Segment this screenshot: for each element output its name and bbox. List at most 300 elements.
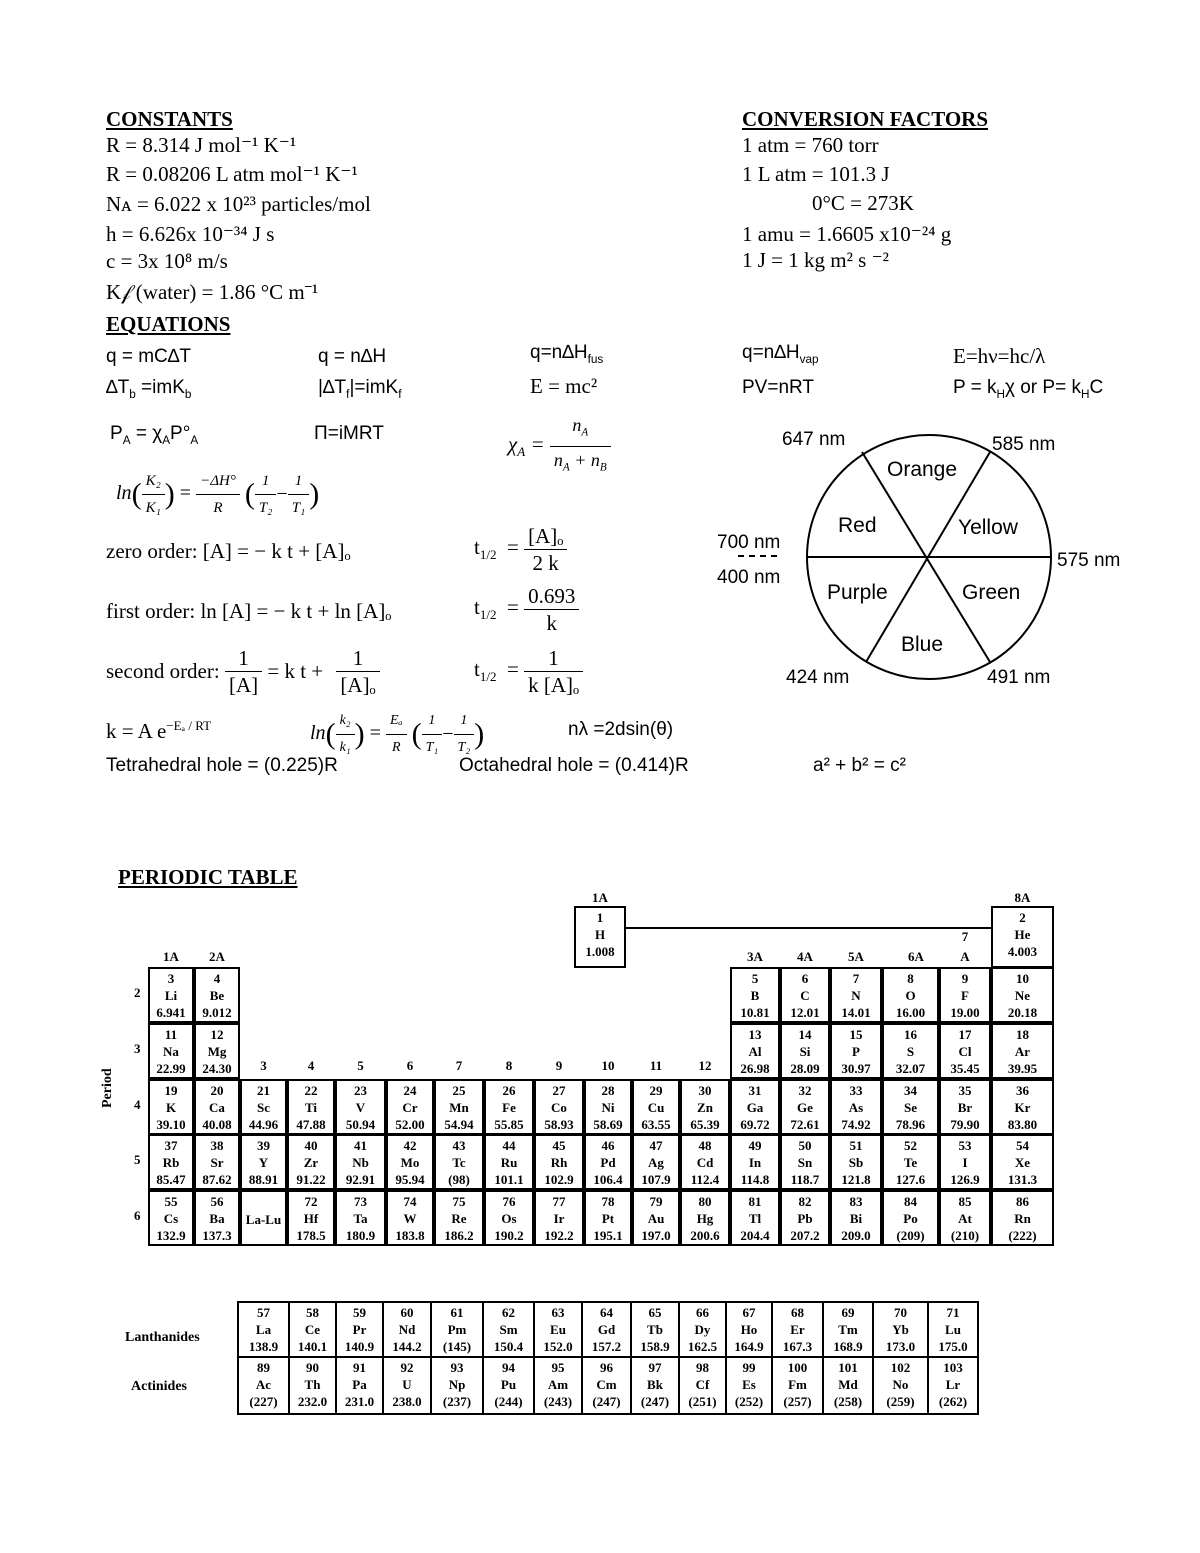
group-label-6: 6: [406, 1058, 414, 1073]
group-label-5a: 5A: [848, 949, 864, 964]
element-symbol: Sm: [499, 1322, 518, 1337]
element-number: 11: [164, 1027, 178, 1042]
element-mass: 87.62: [202, 1172, 232, 1187]
element-mass: 65.39: [690, 1117, 720, 1132]
element-number: 49: [748, 1138, 762, 1153]
element-cd: [680, 1134, 730, 1190]
element-number: 97: [648, 1360, 662, 1375]
element-symbol: Ta: [353, 1211, 368, 1226]
element-ir: [534, 1190, 584, 1246]
group-label-7: 7: [961, 929, 969, 944]
element-number: 71: [946, 1305, 960, 1320]
conversion-amu-gram: 1 amu = 1.6605 x10⁻²⁴ g: [742, 222, 952, 246]
element-in: [730, 1134, 780, 1190]
element-symbol: Er: [790, 1322, 805, 1337]
conversion-joule-si: 1 J = 1 kg m² s ⁻²: [742, 248, 889, 272]
element-at: [939, 1190, 991, 1246]
element-mass: 204.4: [740, 1228, 770, 1243]
element-symbol: Ac: [255, 1377, 272, 1392]
element-number: 52: [904, 1138, 917, 1153]
element-ta: [335, 1190, 386, 1246]
element-mass: 4.003: [1007, 944, 1038, 959]
element-number: 16: [904, 1027, 917, 1042]
h-he-connector: [626, 927, 991, 929]
element-number: 68: [791, 1305, 804, 1320]
element-mass: 91.22: [296, 1172, 326, 1187]
element-ar: [991, 1023, 1054, 1079]
element-mass: 127.6: [895, 1172, 926, 1187]
element-number: 50: [798, 1138, 812, 1153]
element-pb: [780, 1190, 830, 1246]
element-mass: (244): [494, 1394, 523, 1409]
element-number: 6: [801, 971, 809, 986]
element-er: [771, 1301, 824, 1358]
element-symbol: Cu: [647, 1100, 665, 1115]
element-symbol: Lu: [945, 1322, 961, 1337]
element-number: 36: [1016, 1083, 1029, 1098]
element-number: 18: [1016, 1027, 1029, 1042]
element-symbol: Hg: [696, 1211, 714, 1226]
conversion-heading: CONVERSION FACTORS: [742, 107, 989, 131]
element-number: 15: [849, 1027, 863, 1042]
element-number: 39: [257, 1138, 270, 1153]
element-os: [484, 1190, 534, 1246]
element-symbol: Ne: [1014, 988, 1031, 1003]
element-mass: 6.941: [156, 1005, 186, 1020]
element-number: 5: [751, 971, 759, 986]
element-number: 51: [849, 1138, 863, 1153]
element-symbol: Sb: [848, 1155, 864, 1170]
element-symbol: O: [905, 988, 916, 1003]
element-symbol: Ga: [746, 1100, 764, 1115]
element-symbol: N: [851, 988, 861, 1003]
element-symbol: In: [748, 1155, 762, 1170]
element-mass: 178.5: [296, 1228, 326, 1243]
element-ge: [780, 1079, 830, 1135]
element-o: [882, 967, 939, 1023]
element-mass: 186.2: [444, 1228, 474, 1243]
element-mass: 192.2: [544, 1228, 574, 1243]
element-mass: 144.2: [392, 1339, 422, 1354]
element-symbol: Sr: [210, 1155, 224, 1170]
element-eu: [533, 1301, 583, 1358]
element-mass: 157.2: [591, 1339, 622, 1354]
wheel-nm-575: 575 nm: [1057, 550, 1121, 571]
element-mass: 173.0: [885, 1339, 916, 1354]
wheel-label-blue: Blue: [901, 633, 944, 656]
element-symbol: Ba: [209, 1211, 225, 1226]
conversion-list: [742, 131, 951, 275]
element-number: 98: [696, 1360, 709, 1375]
element-k: [148, 1079, 194, 1135]
element-ni: [584, 1079, 632, 1135]
element-pu: [482, 1356, 535, 1415]
element-number: 9: [961, 971, 969, 986]
element-symbol: Ca: [209, 1100, 225, 1115]
element-number: 101: [838, 1360, 858, 1375]
eq-zero-order: zero order: [A] = − k t + [A]ₒ: [106, 539, 351, 563]
period-number-6: 6: [134, 1208, 141, 1223]
element-rb: [148, 1134, 194, 1190]
element-kr: [991, 1079, 1054, 1135]
element-mass: 54.94: [444, 1117, 474, 1132]
element-symbol: Pu: [500, 1377, 517, 1392]
element-number: 92: [400, 1360, 414, 1375]
element-mass: 238.0: [392, 1394, 422, 1409]
conversion-atm-torr: 1 atm = 760 torr: [742, 133, 879, 157]
eq-freezing-depression: $|\Delta T_f|=imK_f$: [318, 377, 402, 401]
element-symbol: Ce: [304, 1322, 321, 1337]
element-number: 17: [958, 1027, 972, 1042]
wheel-label-orange: Orange: [887, 458, 958, 481]
element-es: [725, 1356, 773, 1415]
element-mass: 95.94: [395, 1172, 425, 1187]
element-mass: (247): [592, 1394, 621, 1409]
element-number: 102: [890, 1360, 911, 1375]
group-label-4a: 4A: [797, 949, 813, 964]
element-symbol: Cr: [402, 1100, 418, 1115]
element-mass: (237): [442, 1394, 472, 1409]
element-number: 54: [1016, 1138, 1029, 1153]
element-mass: 138.9: [248, 1339, 279, 1354]
element-number: 32: [798, 1083, 812, 1098]
element-ga: [730, 1079, 780, 1135]
element-symbol: Re: [451, 1211, 467, 1226]
element-number: 64: [600, 1305, 613, 1320]
element-mass: (210): [950, 1228, 980, 1243]
element-mass: 50.94: [345, 1117, 376, 1132]
element-mass: 164.9: [734, 1339, 764, 1354]
element-symbol: Bi: [849, 1211, 863, 1226]
element-sn: [780, 1134, 830, 1190]
eq-arrhenius: k = A $e^{-E_a / RT}$: [106, 718, 212, 743]
element-number: 53: [958, 1138, 972, 1153]
element-mass: 107.9: [641, 1172, 671, 1187]
element-mass: 140.1: [297, 1339, 328, 1354]
element-sc: [240, 1079, 287, 1135]
element-number: 90: [306, 1360, 319, 1375]
constant-kf-water: K𝒻 (water) = 1.86 °C m⁻¹: [106, 280, 319, 304]
element-number: 20: [210, 1083, 224, 1098]
element-v: [335, 1079, 386, 1135]
element-mass: 78.96: [895, 1117, 926, 1132]
element-cs: [148, 1190, 194, 1246]
constant-speed-of-light: c = 3x 10⁸ m/s: [106, 249, 228, 273]
element-symbol: Pm: [447, 1322, 467, 1337]
element-zr: [287, 1134, 335, 1190]
element-tl: [730, 1190, 780, 1246]
element-mass: 83.80: [1007, 1117, 1038, 1132]
element-number: 91: [353, 1360, 366, 1375]
element-number: 75: [452, 1194, 466, 1209]
element-mass: 20.18: [1007, 1005, 1038, 1020]
element-c: [780, 967, 830, 1023]
element-bk: [630, 1356, 680, 1415]
element-mass: 30.97: [841, 1061, 871, 1076]
element-number: 43: [452, 1138, 466, 1153]
element-mass: 126.9: [950, 1172, 980, 1187]
element-mass: 152.0: [543, 1339, 573, 1354]
element-symbol: Kr: [1014, 1100, 1031, 1115]
element-mass: (209): [896, 1228, 925, 1243]
lanthanides-label: Lanthanides: [125, 1330, 200, 1345]
period-number-2: 2: [134, 985, 141, 1000]
element-symbol: Es: [742, 1377, 756, 1392]
element-symbol: Tb: [647, 1322, 663, 1337]
element-b: [730, 967, 780, 1023]
element-mass: 55.85: [494, 1117, 524, 1132]
element-mass: 79.90: [950, 1117, 980, 1132]
element-number: 55: [164, 1194, 178, 1209]
eq-mole-fraction: $\chi_A$ = $\frac{n_A}{n_A + n_B}$: [508, 412, 611, 480]
element-am: [533, 1356, 583, 1415]
element-number: 83: [849, 1194, 863, 1209]
element-symbol: Os: [501, 1211, 517, 1226]
element-symbol: Pb: [797, 1211, 813, 1226]
eq-henrys-law: $P = k_H\chi$ or $P= k_HC$: [953, 377, 1104, 401]
color-wheel: [700, 420, 1160, 700]
eq-second-order: second order: $\frac{1}{[A]}$ = k t + $\frac{1}{\text{[A]ₒ}}$: [106, 645, 380, 698]
element-yb: [872, 1301, 929, 1358]
element-mass: 158.9: [640, 1339, 670, 1354]
element-number: 46: [601, 1138, 615, 1153]
conversion-latm-joule: 1 L atm = 101.3 J: [742, 162, 890, 186]
element-symbol: C: [800, 988, 810, 1003]
element-symbol: P: [852, 1044, 860, 1059]
element-mass: (262): [938, 1394, 968, 1409]
element-symbol: Nd: [398, 1322, 416, 1337]
constant-avogadro: Nᴀ = 6.022 x 10²³ particles/mol: [106, 192, 371, 216]
element-symbol: Rn: [1014, 1211, 1031, 1226]
element-mass: 175.0: [938, 1339, 968, 1354]
element-number: 47: [649, 1138, 663, 1153]
element-number: 38: [210, 1138, 224, 1153]
element-number: 65: [648, 1305, 662, 1320]
element-mass: (252): [734, 1394, 764, 1409]
element-pa: [335, 1356, 384, 1415]
element-symbol: Ho: [740, 1322, 758, 1337]
group-label-2a: 2A: [209, 949, 225, 964]
element-cu: [632, 1079, 680, 1135]
element-number: 33: [849, 1083, 863, 1098]
element-w: [386, 1190, 434, 1246]
element-fe: [484, 1079, 534, 1135]
element-li: [148, 967, 194, 1023]
element-sb: [830, 1134, 882, 1190]
eq-first-order: first order: ln [A] = − k t + ln [A]ₒ: [106, 599, 392, 623]
element-mass: 162.5: [687, 1339, 718, 1354]
element-mass: (251): [688, 1394, 717, 1409]
eq-arrhenius-two-point: ln( $\frac{\text{k₂}}{\text{k₁}}$ ) = $\frac{\text{Eₐ}}{R}$ ( $\frac{1}{\text{T₁}}$ − $\frac{1}{\text{T₂}}$ ): [310, 708, 484, 761]
eq-bragg: nλ =2dsin(θ): [568, 719, 674, 740]
period-number-3: 3: [134, 1041, 141, 1056]
element-number: 14: [798, 1027, 812, 1042]
element-ag: [632, 1134, 680, 1190]
eq-vant-hoff: ln( $\frac{\text{K₂}}{\text{K₁}}$ ) = $\frac{-\Delta H^\circ}{R}$ ( $\frac{1}{\text{T₂}}$ − $\frac{1}{\text{T₁}}$ ): [116, 468, 319, 521]
element-number: 23: [354, 1083, 367, 1098]
element-te: [882, 1134, 939, 1190]
element-symbol: Cs: [163, 1211, 179, 1226]
element-number: 24: [403, 1083, 417, 1098]
wheel-label-green: Green: [962, 581, 1021, 604]
element-cf: [678, 1356, 727, 1415]
element-symbol: Li: [164, 988, 178, 1003]
element-symbol: As: [848, 1100, 864, 1115]
element-number: 2: [1019, 910, 1026, 925]
element-number: 44: [502, 1138, 516, 1153]
element-number: 63: [551, 1305, 565, 1320]
group-label-1a: 1A: [163, 949, 179, 964]
constants-list: [106, 131, 371, 307]
element-mass: (243): [543, 1394, 573, 1409]
element-ru: [484, 1134, 534, 1190]
element-mass: 69.72: [740, 1117, 770, 1132]
element-la: [237, 1301, 290, 1358]
element-number: 94: [502, 1360, 515, 1375]
element-number: 48: [698, 1138, 712, 1153]
group-label-7: 7: [455, 1058, 463, 1073]
element-ho: [725, 1301, 773, 1358]
element-mass: 137.3: [202, 1228, 232, 1243]
element-co: [534, 1079, 584, 1135]
element-tc: [434, 1134, 484, 1190]
element-number: 100: [787, 1360, 808, 1375]
element-number: 60: [400, 1305, 414, 1320]
element-mass: (247): [640, 1394, 670, 1409]
element-as: [830, 1079, 882, 1135]
eq-photon-energy: E=hν=hc/λ: [953, 344, 1046, 368]
element-symbol: Na: [163, 1044, 179, 1059]
element-number: 84: [904, 1194, 917, 1209]
group-label-3a: 3A: [747, 949, 763, 964]
element-symbol: Y: [258, 1155, 269, 1170]
eq-second-order-half-life: $t_{1/2}$ = $\frac{1}{\text{k [A]ₒ}}$: [474, 645, 583, 698]
element-mass: (227): [249, 1394, 278, 1409]
eq-boiling-elevation: $\Delta T_b =imK_b$: [106, 377, 192, 401]
element-si: [780, 1023, 830, 1079]
element-ca: [194, 1079, 240, 1135]
element-sr: [194, 1134, 240, 1190]
element-symbol: He: [1014, 927, 1031, 942]
element-symbol: Eu: [550, 1322, 566, 1337]
element-xe: [991, 1134, 1054, 1190]
element-cl: [939, 1023, 991, 1079]
wheel-nm-647: 647 nm: [782, 429, 846, 450]
element-number: 93: [450, 1360, 464, 1375]
wheel-nm-491: 491 nm: [987, 667, 1051, 688]
group-label-12: 12: [698, 1058, 712, 1073]
element-mass: 22.99: [156, 1061, 186, 1076]
element-se: [882, 1079, 939, 1135]
element-symbol: Rh: [550, 1155, 568, 1170]
element-symbol: Hf: [303, 1211, 319, 1226]
element-pr: [335, 1301, 384, 1358]
element-number: 22: [304, 1083, 318, 1098]
element-symbol: Te: [903, 1155, 918, 1170]
element-symbol: Ni: [601, 1100, 615, 1115]
element-gd: [581, 1301, 632, 1358]
element-number: 10: [1016, 971, 1029, 986]
element-symbol: Pr: [352, 1322, 367, 1337]
element-symbol: Be: [209, 988, 225, 1003]
element-number: 8: [907, 971, 914, 986]
element-mass: 24.30: [202, 1061, 232, 1076]
element-mg: [194, 1023, 240, 1079]
wheel-label-yellow: Yellow: [958, 516, 1018, 539]
element-la-lu-placeholder: La-Lu: [240, 1190, 287, 1246]
element-s: [882, 1023, 939, 1079]
element-no: [872, 1356, 929, 1415]
element-symbol: Xe: [1014, 1155, 1031, 1170]
element-y: [240, 1134, 287, 1190]
group-label-3: 3: [260, 1058, 267, 1073]
element-mass: (145): [442, 1339, 472, 1354]
element-symbol: V: [355, 1100, 366, 1115]
element-symbol: Au: [647, 1211, 665, 1226]
wheel-label-purple: Purple: [827, 581, 888, 604]
element-number: 95: [551, 1360, 565, 1375]
element-pt: [584, 1190, 632, 1246]
element-number: 76: [502, 1194, 516, 1209]
element-mass: 102.9: [544, 1172, 574, 1187]
element-tm: [822, 1301, 874, 1358]
element-p: [830, 1023, 882, 1079]
element-symbol: Si: [799, 1044, 811, 1059]
element-mass: 114.8: [740, 1172, 770, 1187]
element-pm: [430, 1301, 484, 1358]
element-mo: [386, 1134, 434, 1190]
element-number: 42: [403, 1138, 417, 1153]
group-label-1a-top: 1A: [592, 890, 608, 905]
element-number: 12: [210, 1027, 224, 1042]
eq-pythagorean: a² + b² = c²: [813, 755, 906, 776]
element-br: [939, 1079, 991, 1135]
element-number: 3: [167, 971, 175, 986]
element-symbol: Np: [448, 1377, 466, 1392]
element-number: 26: [502, 1083, 516, 1098]
element-np: [430, 1356, 484, 1415]
element-mass: 74.92: [841, 1117, 871, 1132]
element-mass: 40.08: [202, 1117, 232, 1132]
conversion-celsius-kelvin: 0°C = 273K: [812, 191, 914, 215]
element-number: 40: [304, 1138, 318, 1153]
element-symbol: Fe: [502, 1100, 516, 1115]
element-mass: 52.00: [395, 1117, 425, 1132]
element-mass: 10.81: [740, 1005, 770, 1020]
element-number: 67: [742, 1305, 756, 1320]
element-symbol: No: [892, 1377, 909, 1392]
actinides-label: Actinides: [131, 1379, 187, 1394]
eq-first-order-half-life: $t_{1/2}$ = $\frac{0.693}{k}$: [474, 583, 579, 636]
eq-osmotic-pressure: Π=iMRT: [314, 423, 384, 444]
element-re: [434, 1190, 484, 1246]
element-symbol: Tl: [748, 1211, 762, 1226]
element-tb: [630, 1301, 680, 1358]
element-mass: 88.91: [248, 1172, 279, 1187]
element-number: 66: [696, 1305, 709, 1320]
element-fm: [771, 1356, 824, 1415]
element-number: 99: [742, 1360, 756, 1375]
element-number: 30: [698, 1083, 712, 1098]
element-mass: 19.00: [950, 1005, 980, 1020]
element-nb: [335, 1134, 386, 1190]
element-symbol: Yb: [892, 1322, 909, 1337]
element-bi: [830, 1190, 882, 1246]
element-mass: 58.93: [544, 1117, 574, 1132]
element-symbol: Gd: [597, 1322, 616, 1337]
element-symbol: I: [962, 1155, 968, 1170]
element-mass: (257): [783, 1394, 812, 1409]
